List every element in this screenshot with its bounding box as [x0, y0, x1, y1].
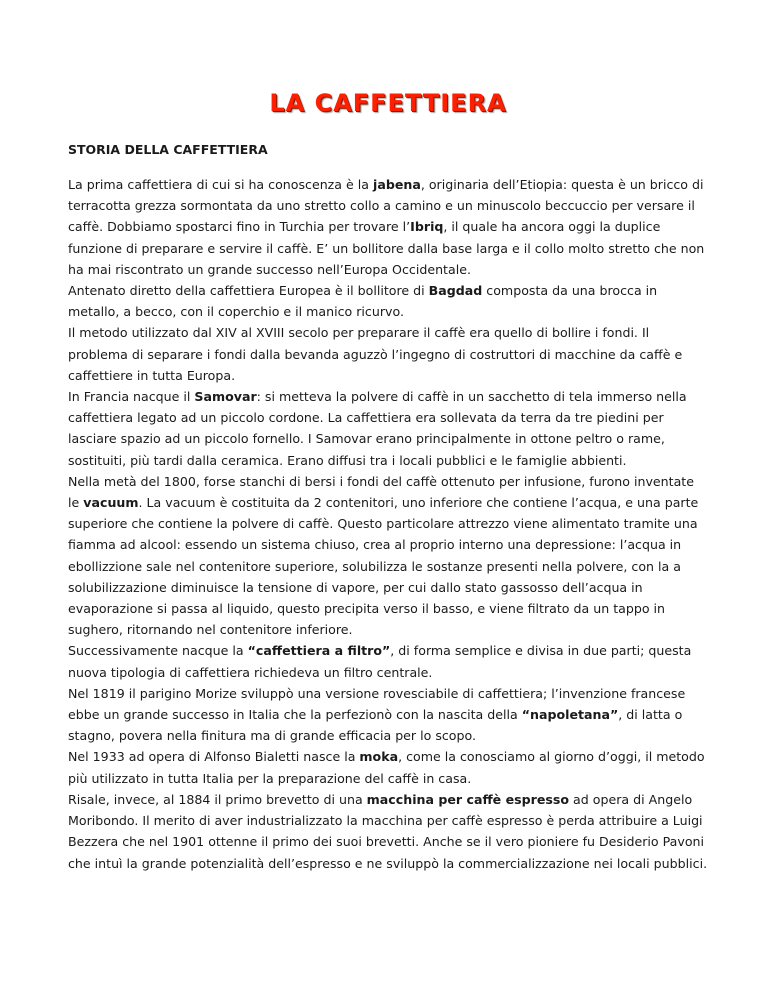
text-run: . La vacuum è costituita da 2 contenitori, uno inferiore che contiene l’acqua, e una parte superiore che contiene la polvere di caffè. Questo particolare attrezzo viene alimentato tramite una fiamma ad alcool: essendo un sistema chiuso, crea al proprio interno una depressione: l’acqua in ebollizzione sale nel contenitore superiore, solubilizza le sostanze presenti nella polvere, con la a solubilizzazione diminuisce la tensione di vapore, per cui dallo stato gassosso dell’acqua in evaporazione si passa al liquido, questo precipita verso il basso, e viene filtrato da un tappo in sughero, ritornando nel contenitore inferiore. — [68, 495, 699, 638]
paragraph — [68, 746, 708, 788]
paragraph — [68, 683, 708, 747]
text-run: : si metteva la polvere di caffè in un sacchetto di tela immerso nella caffettiera legato ad un piccolo cordone. La caffettiera era sollevata da terra da tre piedini per lasciare spazio ad un piccolo fornello. I Samovar erano principalmente in ottone peltro o rame, sostituiti, più tardi dalla ceramica. Erano diffusi tra i locali pubblici e le famiglie abbienti. — [68, 389, 687, 468]
bold-term: “napoletana” — [521, 707, 619, 723]
paragraph — [68, 789, 708, 874]
text-run: Successivamente nacque la — [68, 643, 248, 659]
paragraph — [68, 471, 708, 641]
text-run: In Francia nacque il — [68, 389, 195, 405]
page-title: LA CAFFETTIERA — [269, 89, 507, 117]
bold-term: “caffettiera a filtro” — [247, 643, 391, 659]
bold-term: moka — [359, 749, 399, 765]
text-run: ad opera di Angelo Moribondo. Il merito di aver industrializzato la macchina per caffè espresso è perda attribuire a Luigi Bezzera che nel 1901 ottenne il primo dei suoi brevetti. Anche se il vero pioniere fu Desiderio Pavoni che intuì la grande potenzialità dell’espresso e ne sviluppò la commercializzazione nei locali pubblici. — [68, 791, 708, 871]
text-run: , di latta o stagno, povera nella finitura ma di grande efficacia per lo scopo. — [68, 707, 683, 744]
bold-term: macchina per caffè espresso — [366, 791, 570, 807]
bold-term: Bagdad — [428, 283, 483, 299]
paragraph — [68, 640, 708, 682]
text-run: Nella metà del 1800, forse stanchi di bersi i fondi del caffè ottenuto per infusione, furono inventate le — [68, 473, 694, 511]
text-run: Il metodo utilizzato dal XIV al XVIII secolo per preparare il caffè era quello di bollire i fondi. Il problema di separare i fondi dalla bevanda aguzzò l’ingegno di costruttori di macchine da caffè e caffettiere in tutta Europa. — [68, 325, 683, 383]
paragraph — [68, 174, 708, 280]
text-run: , come la conosciamo al giorno d’oggi, il metodo più utilizzato in tutta Italia per la preparazione del caffè in casa. — [68, 749, 705, 786]
text-run: , di forma semplice e divisa in due parti; questa nuova tipologia di caffettiera richiedeva un filtro centrale. — [68, 643, 692, 680]
text-run: La prima caffettiera di cui si ha conoscenza è la — [68, 177, 373, 192]
text-run: , originaria dell’Etiopia: questa è un bricco di terracotta grezza sormontata da uno stretto collo a camino e un minuscolo beccuccio per versare il caffè. Dobbiamo spostarci fino in Turchia per trovare l’ — [68, 177, 704, 235]
text-run: , il quale ha ancora oggi la duplice funzione di preparare e servire il caffè. E’ un bollitore dalla base larga e il collo molto stretto che non ha mai riscontrato un grande successo nell’Europa Occidentale. — [68, 219, 705, 277]
bold-term: Ibriq — [410, 219, 444, 235]
bold-term: vacuum — [83, 495, 139, 511]
text-run: composta da una brocca in metallo, a becco, con il coperchio e il manico ricurvo. — [68, 283, 658, 320]
text-run: Antenato diretto della caffettiera Europea è il bollitore di — [68, 283, 429, 299]
text-run: Nel 1819 il parigino Morize sviluppò una versione rovesciabile di caffettiera; l’invenzione francese ebbe un grande successo in Italia che la perfezionò con la nascita della — [68, 685, 686, 723]
paragraph — [68, 322, 708, 386]
text-run: Risale, invece, al 1884 il primo brevetto di una — [68, 791, 367, 807]
text-run: Nel 1933 ad opera di Alfonso Bialetti nasce la — [68, 749, 360, 765]
paragraph — [68, 280, 708, 322]
section-heading: STORIA DELLA CAFFETTIERA — [68, 142, 268, 157]
document-page — [68, 88, 708, 874]
bold-term: jabena — [373, 177, 421, 192]
document-body — [68, 174, 708, 874]
bold-term: Samovar — [194, 389, 257, 405]
paragraph — [68, 386, 708, 471]
